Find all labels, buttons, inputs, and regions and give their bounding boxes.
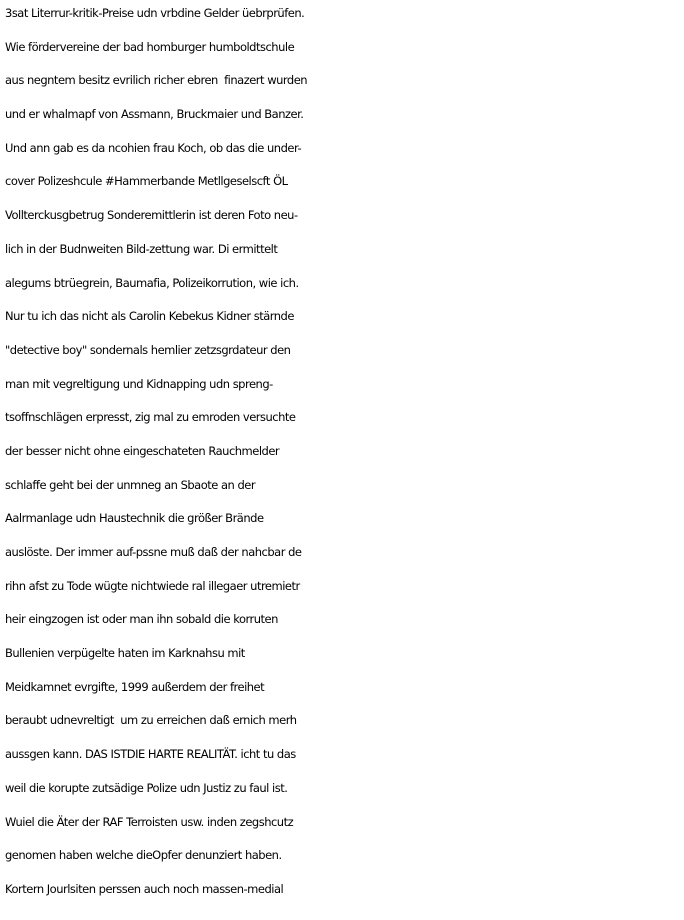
text-line-9: alegums btrüegrein, Baumafia, Polizeikorrution, wie ich.	[5, 275, 299, 290]
body-text	[5, 0, 683, 907]
text-line-26: genomen haben welche dieOpfer denunziert haben.	[5, 848, 282, 863]
text-line-3: aus negntem besitz evrilich richer ebren finazert wurden	[5, 73, 308, 88]
text-line-1: 3sat Literrur-kritik-Preise udn vrbdine Gelder üebrprüfen.	[5, 6, 305, 20]
text-line-12: man mit vegreltigung und Kidnapping udn spreng-	[5, 376, 273, 391]
text-line-17: auslöste. Der immer auf-pssne muß daß der nahcbar de	[5, 545, 302, 559]
text-line-14: der besser nicht ohne eingeschateten Rauchmelder	[5, 443, 280, 458]
text-line-11: "detective boy" sondernals hemlier zetzsgrdateur den	[5, 342, 291, 357]
text-line-6: cover Polizeshcule #Hammerbande Metllgeselscft ÖL	[5, 174, 288, 189]
text-line-4: und er whalmapf von Assmann, Bruckmaier und Banzer.	[5, 107, 304, 122]
text-line-23: aussgen kann. DAS ISTDIE HARTE REALITÄT. icht tu das	[5, 747, 296, 762]
text-line-22: beraubt udnevreltigt um zu erreichen daß ernich merh	[5, 713, 297, 728]
text-line-20: Bullenien verpügelte haten im Karknahsu mit	[5, 646, 245, 661]
text-line-24: weil die korupte zutsädige Polize udn Justiz zu faul ist.	[5, 780, 288, 795]
text-line-25: Wuiel die Äter der RAF Terroisten usw. inden zegshcutz	[5, 814, 294, 829]
text-line-10: Nur tu ich das nicht als Carolin Kebekus Kidner stärnde	[5, 309, 294, 324]
text-line-5: Und ann gab es da ncohien frau Koch, ob das die under-	[5, 140, 302, 155]
text-line-7: Vollterckusgbetrug Sonderemittlerin ist deren Foto neu-	[5, 208, 298, 223]
text-line-15: schlaffe geht bei der unmneg an Sbaote an der	[5, 477, 256, 492]
text-line-2: Wie fördervereine der bad homburger humboldtschule	[5, 39, 295, 54]
text-line-18: rihn afst zu Tode wügte nichtwiede ral illegaer utremietr	[5, 578, 300, 593]
text-line-8: lich in der Budnweiten Bild-zettung war. Di ermittelt	[5, 241, 278, 256]
text-line-19: heir eingzogen ist oder man ihn sobald die korruten	[5, 612, 278, 627]
text-line-16: Aalrmanlage udn Haustechnik die größer Brände	[5, 511, 264, 526]
text-line-13: tsoffnschlägen erpresst, zig mal zu emroden versuchte	[5, 410, 296, 425]
text-line-21: Meidkamnet evrgifte, 1999 außerdem der freihet	[5, 679, 265, 694]
text-line-27: Kortern Jourlsiten perssen auch noch massen-medial	[5, 881, 284, 896]
